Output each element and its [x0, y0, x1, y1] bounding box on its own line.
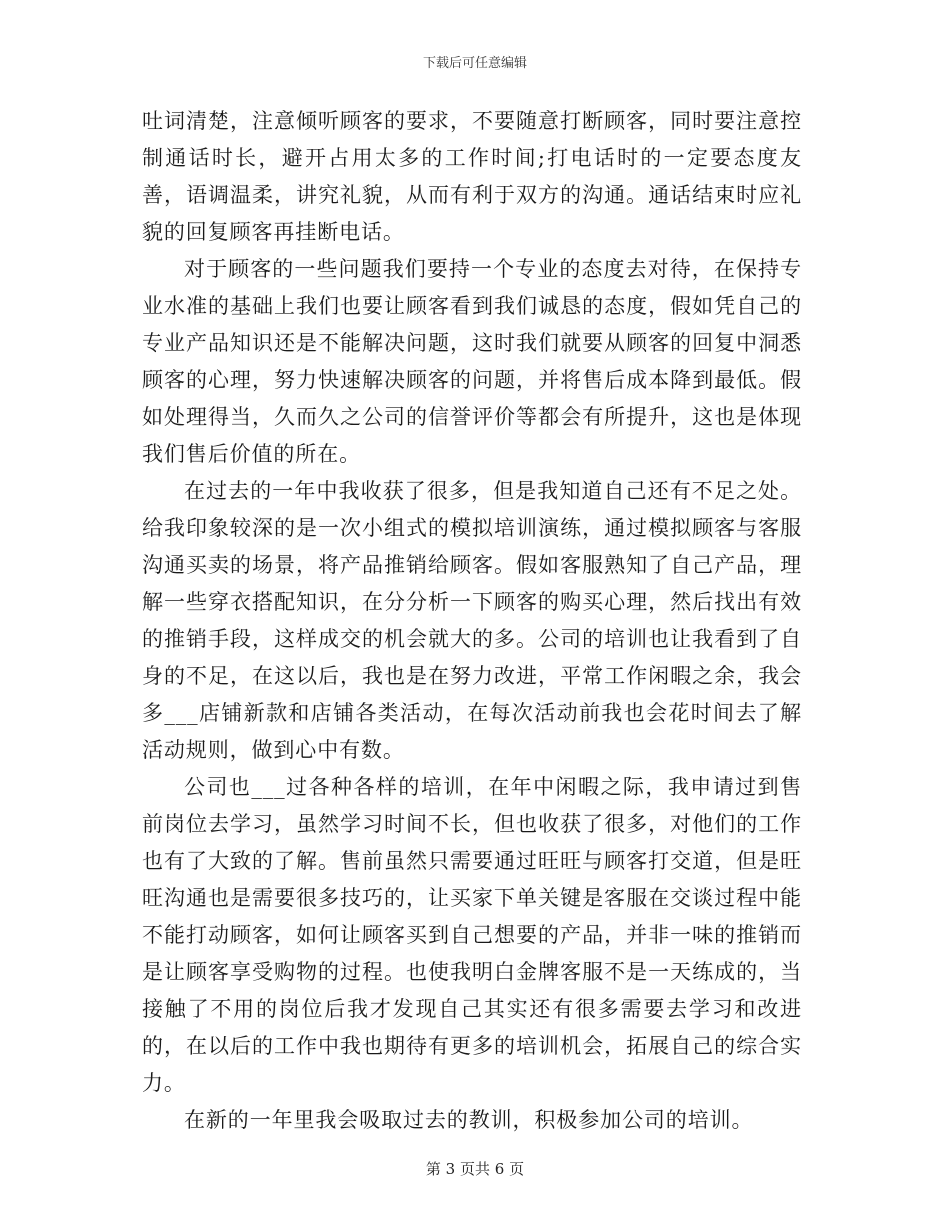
- paragraph-5: 在新的一年里我会吸取过去的教训，积极参加公司的培训。: [184, 1108, 754, 1132]
- page-header: 下载后可任意编辑: [422, 56, 527, 71]
- page-number: 第 3 页共 6 页: [425, 1160, 525, 1178]
- paragraph-1: 吐词清楚，注意倾听顾客的要求，不要随意打断顾客，同时要注意控制通话时长，避开占用太多的工作时间;打电话时的一定要态度友善，语调温柔，讲究礼貌，从而有利于双方的沟通。通话结束时应礼貌的回复顾客再挂断电话。: [142, 109, 802, 244]
- paragraph-3: 在过去的一年中我收获了很多，但是我知道自己还有不足之处。给我印象较深的是一次小组式的模拟培训演练，通过模拟顾客与客服沟通买卖的场景，将产品推销给顾客。假如客服熟知了自己产品，理解一些穿衣搭配知识，在分分析一下顾客的购买心理，然后找出有效的推销手段，这样成交的机会就大的多。公司的培训也让我看到了自身的不足，在这以后，我也是在努力改进，平常工作闲暇之余，我会多___店铺新款和店铺各类活动，在每次活动前我也会花时间去了解活动规则，做到心中有数。: [142, 479, 802, 762]
- document-body: [142, 103, 802, 1139]
- paragraph-4: 公司也___过各种各样的培训，在年中闲暇之际，我申请过到售前岗位去学习，虽然学习时间不长，但也收获了很多，对他们的工作也有了大致的了解。售前虽然只需要通过旺旺与顾客打交道，但是旺旺沟通也是需要很多技巧的，让买家下单关键是客服在交谈过程中能不能打动顾客，如何让顾客买到自己想要的产品，并非一味的推销而是让顾客享受购物的过程。也使我明白金牌客服不是一天练成的，当接触了不用的岗位后我才发现自己其实还有很多需要去学习和改进的，在以后的工作中我也期待有更多的培训机会，拓展自己的综合实力。: [142, 775, 802, 1095]
- paragraph-2: 对于顾客的一些问题我们要持一个专业的态度去对待，在保持专业水准的基础上我们也要让顾客看到我们诚恳的态度，假如凭自己的专业产品知识还是不能解决问题，这时我们就要从顾客的回复中洞悉顾客的心理，努力快速解决顾客的问题，并将售后成本降到最低。假如处理得当，久而久之公司的信誉评价等都会有所提升，这也是体现我们售后价值的所在。: [142, 257, 802, 466]
